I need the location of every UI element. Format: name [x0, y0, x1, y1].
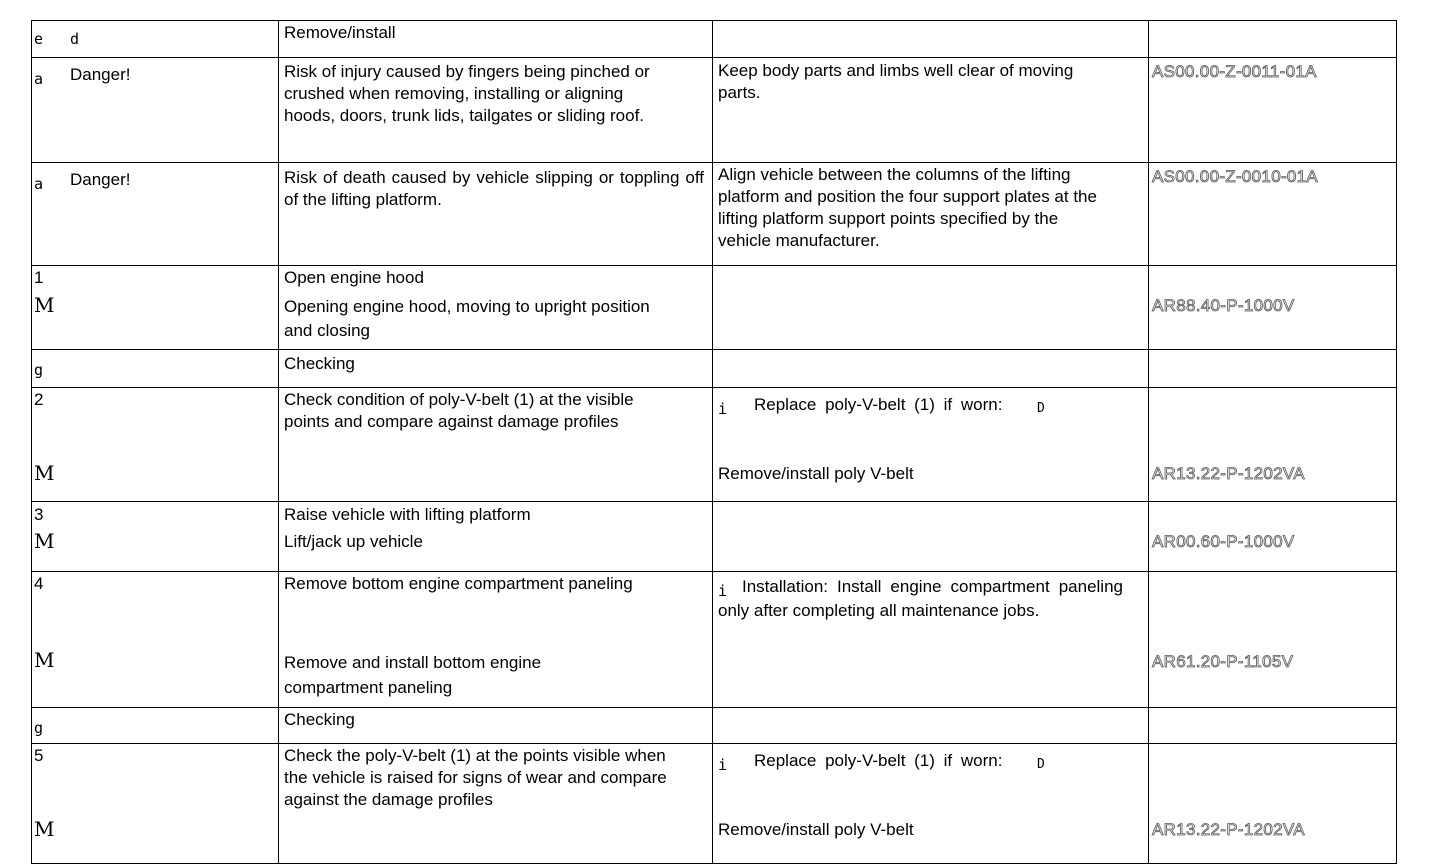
- table-row: [32, 502, 1397, 572]
- step-number: 4: [34, 574, 44, 593]
- section-title: Remove/install: [284, 23, 396, 42]
- wis-icon: M: [34, 461, 55, 485]
- step-number: 3: [34, 505, 44, 524]
- step-number: 2: [34, 390, 44, 409]
- danger-label: Danger!: [70, 65, 131, 84]
- table-row: [32, 388, 1397, 502]
- step-note: Replace poly-V-belt (1) if worn:: [754, 751, 1003, 770]
- danger-instruction: Align vehicle between the columns of the lifting platform and position the four support plates at the lifting platform support points specified by the vehicle manufacturer.: [718, 165, 1097, 250]
- document-reference: AS00.00-Z-0010-01A: [1152, 167, 1319, 186]
- table-row: [32, 572, 1397, 708]
- check-icon: g: [34, 719, 44, 737]
- warning-icon: a: [34, 175, 44, 193]
- section-title: Checking: [284, 354, 355, 373]
- step-title: Remove bottom engine compartment paneling: [284, 574, 633, 593]
- maintenance-table: [31, 20, 1397, 864]
- wis-icon: M: [34, 648, 55, 672]
- step-link-text: Remove/install poly V-belt: [718, 820, 914, 839]
- section-symbol: d: [70, 30, 80, 48]
- wis-icon: M: [34, 293, 55, 317]
- danger-text: Risk of injury caused by fingers being pinched or crushed when removing, installing or aligning hoods, doors, trunk lids, tailgates or sliding roof.: [284, 62, 650, 125]
- danger-instruction: Keep body parts and limbs well clear of moving parts.: [718, 61, 1074, 102]
- document-reference: AR13.22-P-1202VA: [1152, 820, 1305, 839]
- step-title: Check the poly-V-belt (1) at the points visible when the vehicle is raised for signs of wear and compare against the damage profiles: [284, 746, 667, 809]
- document-reference: AR13.22-P-1202VA: [1152, 464, 1305, 483]
- step-number: 1: [34, 268, 44, 287]
- table-row: [32, 163, 1397, 266]
- section-title: Checking: [284, 710, 355, 729]
- step-detail: Remove and install bottom engine compartment paneling: [284, 653, 542, 697]
- step-detail: Opening engine hood, moving to upright position and closing: [284, 297, 650, 340]
- damage-profile-icon: D: [1037, 401, 1045, 416]
- table-row: [32, 350, 1397, 388]
- info-icon: i: [718, 756, 728, 774]
- danger-label: Danger!: [70, 170, 131, 189]
- document-reference: AR61.20-P-1105V: [1152, 652, 1294, 671]
- step-note: Installation: Install engine compartment paneling only after completing all maintenance jobs.: [718, 577, 1123, 620]
- info-icon: i: [718, 582, 728, 600]
- table-row: [32, 708, 1397, 744]
- step-title: Check condition of poly-V-belt (1) at the visible points and compare against damage profiles: [284, 390, 634, 431]
- check-icon: g: [34, 361, 44, 379]
- step-detail: Lift/jack up vehicle: [284, 532, 423, 551]
- table-row: [32, 266, 1397, 350]
- warning-icon: a: [34, 70, 44, 88]
- wis-icon: M: [34, 817, 55, 841]
- document-reference: AS00.00-Z-0011-01A: [1152, 62, 1317, 81]
- step-title: Raise vehicle with lifting platform: [284, 505, 531, 524]
- info-icon: i: [718, 400, 728, 418]
- document-reference: AR00.60-P-1000V: [1152, 532, 1295, 551]
- table-row: [32, 21, 1397, 58]
- danger-text: Risk of death caused by vehicle slipping or toppling off of the lifting platform.: [284, 168, 704, 209]
- step-link-text: Remove/install poly V-belt: [718, 464, 914, 483]
- table-row: [32, 58, 1397, 163]
- step-title: Open engine hood: [284, 268, 424, 287]
- document-reference: AR88.40-P-1000V: [1152, 296, 1295, 315]
- damage-profile-icon: D: [1037, 757, 1045, 772]
- step-note: Replace poly-V-belt (1) if worn:: [754, 395, 1003, 414]
- table-row: [32, 744, 1397, 864]
- section-symbol: e: [34, 30, 44, 48]
- wis-icon: M: [34, 529, 55, 553]
- step-number: 5: [34, 746, 44, 765]
